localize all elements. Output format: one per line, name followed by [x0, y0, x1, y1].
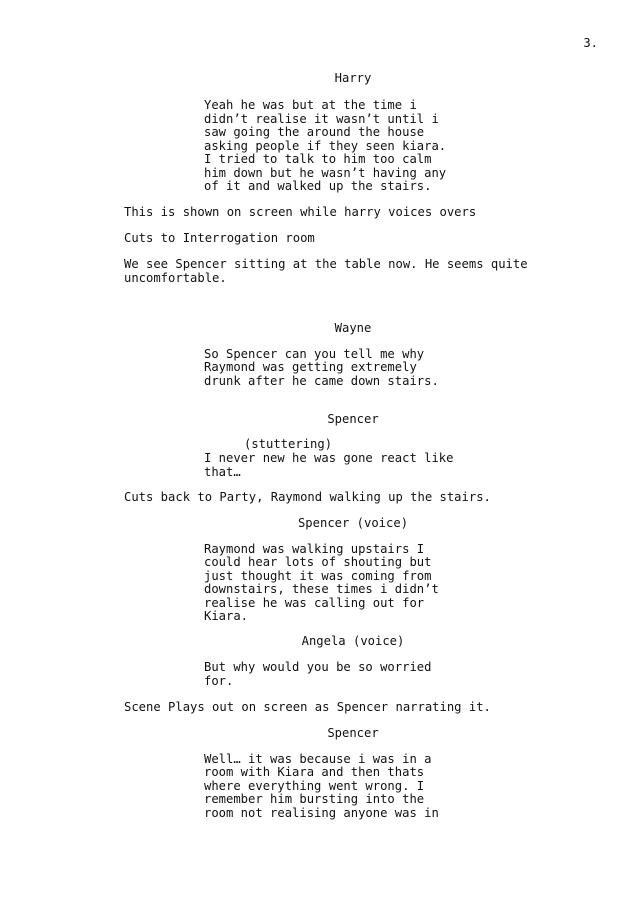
dialogue-line: room with Kiara and then thats — [204, 765, 425, 779]
character-cue: Spencer (voice) — [297, 516, 409, 530]
dialogue-line: Kiara. — [204, 609, 249, 623]
dialogue-line: drunk after he came down stairs. — [204, 374, 439, 388]
dialogue-line: room not realising anyone was in — [204, 806, 439, 820]
dialogue-line: asking people if they seen kiara. — [204, 139, 447, 153]
dialogue-line: him down but he wasn’t having any — [204, 166, 447, 180]
dialogue-line: saw going the around the house — [204, 125, 425, 139]
page-number: 3. — [583, 36, 598, 50]
dialogue-line: remember him bursting into the — [204, 792, 425, 806]
dialogue-line: of it and walked up the stairs. — [204, 179, 432, 193]
action-line: Cuts back to Party, Raymond walking up the stairs. — [124, 490, 491, 504]
dialogue-line: for. — [204, 674, 234, 688]
dialogue-line: Raymond was walking upstairs I — [204, 542, 425, 556]
action-line: uncomfortable. — [124, 271, 227, 285]
dialogue-line: Well… it was because i was in a — [204, 752, 432, 766]
dialogue-line: But why would you be so worried — [204, 660, 432, 674]
dialogue-line: So Spencer can you tell me why — [204, 347, 425, 361]
character-cue: Wayne — [334, 321, 372, 335]
character-cue: Angela (voice) — [301, 634, 405, 648]
action-line: This is shown on screen while harry voices overs — [124, 205, 477, 219]
dialogue-line: didn’t realise it wasn’t until i — [204, 112, 439, 126]
character-cue: Spencer — [327, 412, 379, 426]
dialogue-line: downstairs, these times i didn’t — [204, 582, 439, 596]
dialogue-line: I tried to talk to him too calm — [204, 152, 432, 166]
character-cue: Harry — [334, 71, 372, 85]
dialogue-line: Raymond was getting extremely — [204, 360, 417, 374]
dialogue-line: just thought it was coming from — [204, 569, 432, 583]
dialogue-line: where everything went wrong. I — [204, 779, 425, 793]
action-line: Cuts to Interrogation room — [124, 231, 315, 245]
parenthetical: (stuttering) — [244, 437, 333, 451]
action-line: We see Spencer sitting at the table now. He seems quite — [124, 257, 528, 271]
dialogue-line: that… — [204, 465, 241, 479]
character-cue: Spencer — [327, 726, 379, 740]
action-line: Scene Plays out on screen as Spencer narrating it. — [124, 700, 491, 714]
dialogue-line: Yeah he was but at the time i — [204, 98, 417, 112]
dialogue-line: realise he was calling out for — [204, 596, 425, 610]
dialogue-line: could hear lots of shouting but — [204, 555, 432, 569]
dialogue-line: I never new he was gone react like — [204, 451, 454, 465]
